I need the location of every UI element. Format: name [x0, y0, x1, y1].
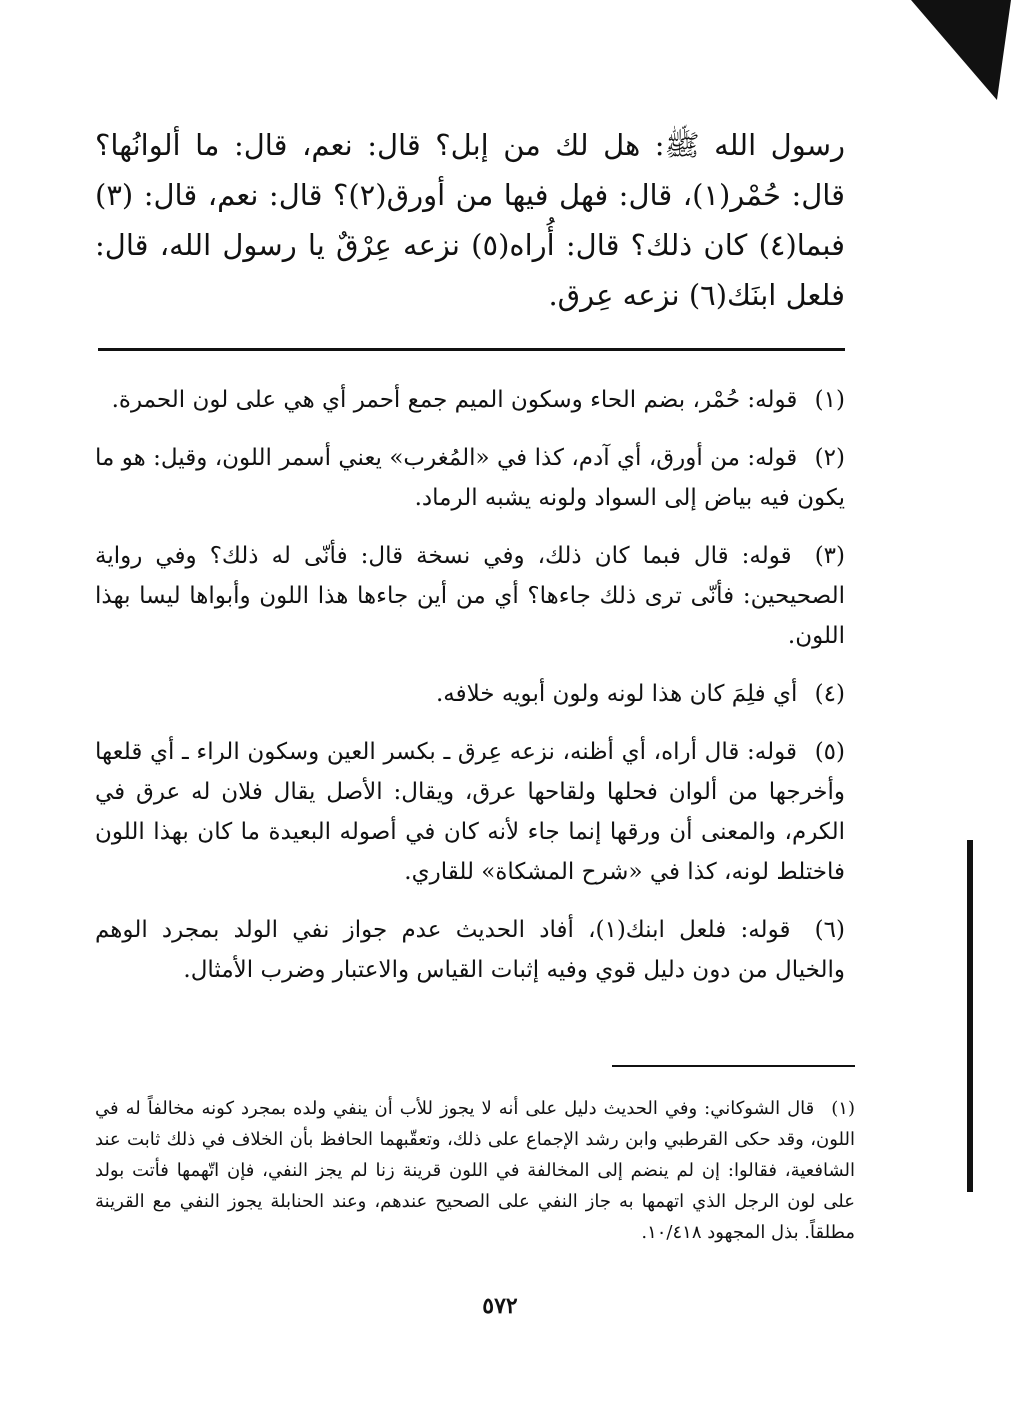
- footnote-4: [95, 674, 845, 714]
- footnote-text: أي فلِمَ كان هذا لونه ولون أبويه خلافه.: [435, 681, 798, 707]
- footnote-number: (٥): [814, 739, 846, 765]
- footnote-number: (١): [814, 387, 845, 413]
- footnotes-list: [95, 380, 845, 1008]
- side-margin-rule: [967, 840, 973, 1192]
- footnote-separator-rule: [98, 348, 845, 351]
- footnote-text: قوله: فلعل ابنك(١)، أفاد الحديث عدم جواز نفي الولد بمجرد الوهم والخيال من دون دليل قوي وفيه إثبات القياس والاعتبار وضرب الأمثال.: [95, 917, 845, 983]
- footnote-text: قوله: من أورق، أي آدم، كذا في «المُغرب» يعني أسمر اللون، وقيل: هو ما يكون فيه بياض إلى السواد ولونه يشبه الرماد.: [95, 445, 845, 511]
- subnote-text: قال الشوكاني: وفي الحديث دليل على أنه لا يجوز للأب أن ينفي ولده بمجرد كونه مخالفاً له في اللون، وقد حكى القرطبي وابن رشد الإجماع على ذلك، وتعقّبهما الحافظ بأن الخلاف في ذلك ثابت عند الشافعية، فقالوا: إن لم ينضم إلى المخالفة في اللون قرينة زنا لم يجز النفي، فإن اتّهمها فأتت بولد على لون الرجل الذي اتهمها به جاز النفي على الصحيح عندهم، وعند الحنابلة يجوز النفي مع القرينة مطلقاً. بذل المجهود ١٠/٤١٨.: [95, 1098, 855, 1243]
- footnote-text: قوله: حُمْر، بضم الحاء وسكون الميم جمع أحمر أي هي على لون الحمرة.: [111, 387, 798, 413]
- footnote-text: قوله: قال أراه، أي أظنه، نزعه عِرق ـ بكسر العين وسكون الراء ـ أي قلعها وأخرجها من ألوان فحلها ولقاحها عرق، ويقال: الأصل يقال فلان له عرق في الكرم، والمعنى أن ورقها إنما جاء لأنه كان في أصوله البعيدة ما كان بهذا اللون فاختلط لونه، كذا في «شرح المشكاة» للقاري.: [95, 739, 845, 885]
- hadith-main-text: رسول الله ﷺ: هل لك من إبل؟ قال: نعم، قال: ما ألوانُها؟ قال: حُمْر(١)، قال: فهل فيها من أورق(٢)؟ قال: نعم، قال: (٣) فبما(٤) كان ذلك؟ قال: أُراه(٥) نزعه عِرْقٌ يا رسول الله، قال: فلعل ابنَك(٦) نزعه عِرق.: [95, 128, 845, 312]
- footnote-2: [95, 438, 845, 518]
- footnote-3: [95, 536, 845, 656]
- footnote-number: (٢): [814, 445, 845, 471]
- footnote-text: قوله: قال فبما كان ذلك، وفي نسخة قال: فأنّى له ذلك؟ وفي رواية الصحيحين: فأنّى ترى ذلك جاءها؟ أي من أين جاءها هذا اللون وأبواها ليسا بهذا اللون.: [95, 543, 845, 649]
- footnote-number: (٤): [814, 681, 845, 707]
- footnote-1: [95, 380, 845, 420]
- subnote-separator-rule: [612, 1065, 855, 1067]
- footnote-6: [95, 910, 845, 990]
- page-number: ٥٧٢: [482, 1293, 518, 1319]
- corner-mark-decoration: [897, 0, 1011, 100]
- sub-footnote: [95, 1093, 855, 1248]
- subnote-number: (١): [831, 1098, 855, 1119]
- footnote-number: (٣): [814, 543, 846, 569]
- footnote-number: (٦): [814, 917, 845, 943]
- footnote-5: [95, 732, 845, 892]
